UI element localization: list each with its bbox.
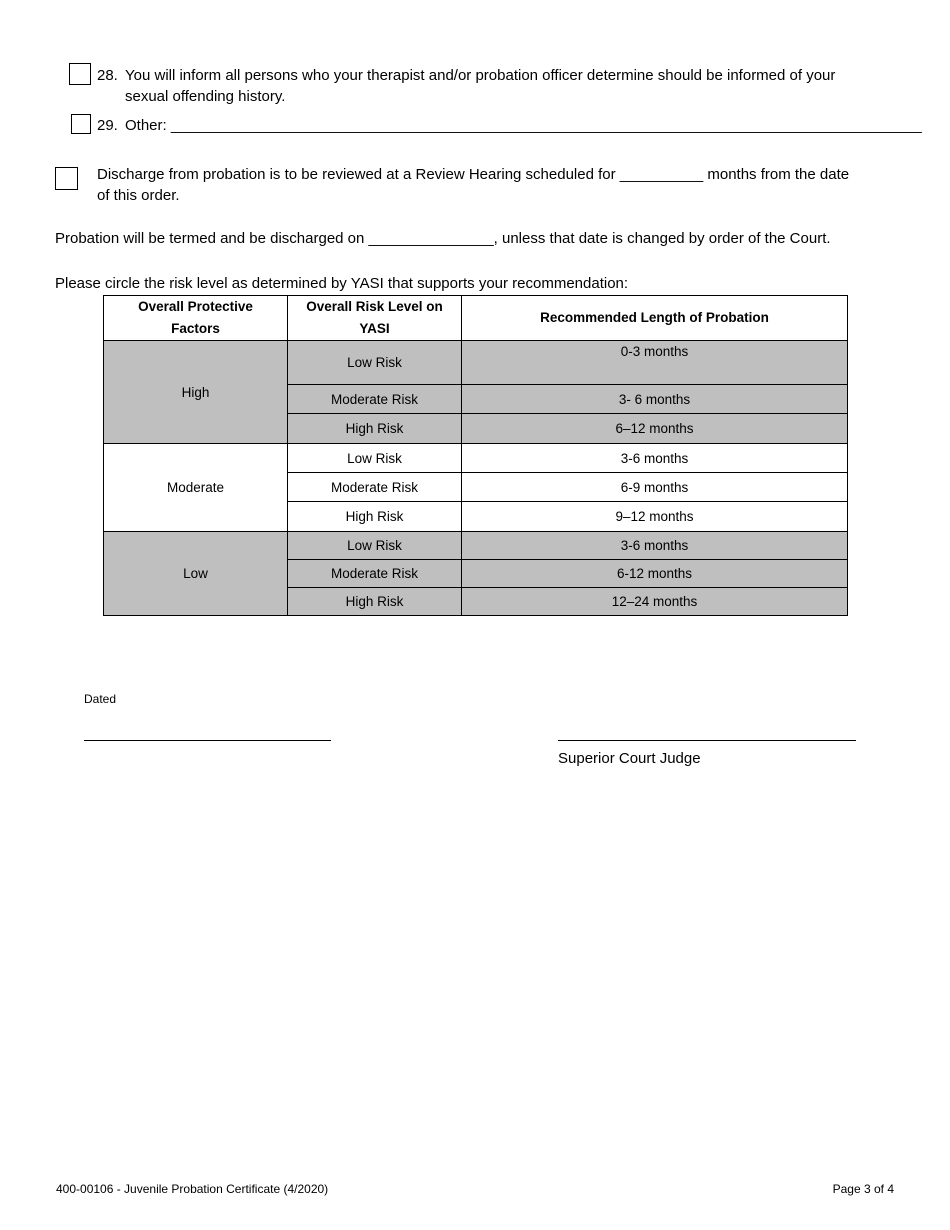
discharge-review-line2: of this order. [97, 187, 180, 204]
item-29-other-line: Other: __________________________________________________________________________________________ [125, 117, 922, 134]
length-cell: 3- 6 months [462, 385, 848, 414]
date-line[interactable] [84, 740, 331, 741]
dated-label: Dated [84, 692, 117, 706]
item-28-number: 28. [97, 67, 118, 84]
table-row [104, 341, 848, 385]
risk-level-cell[interactable]: High Risk [288, 502, 462, 532]
header-length: Recommended Length of Probation [462, 296, 848, 341]
yasi-instruction: Please circle the risk level as determined by YASI that supports your recommendation: [55, 275, 629, 292]
length-cell: 3-6 months [462, 444, 848, 473]
risk-level-cell[interactable]: Low Risk [288, 341, 462, 385]
item-28-text-line2: sexual offending history. [125, 88, 286, 105]
length-cell: 9–12 months [462, 502, 848, 532]
protective-factor-high: High [104, 341, 288, 444]
item-29-number: 29. [97, 117, 118, 134]
table-header-row [104, 296, 848, 341]
risk-level-cell[interactable]: Moderate Risk [288, 385, 462, 414]
header-protective-line1: Overall Protective [138, 299, 253, 314]
discharge-review-line1: Discharge from probation is to be reviewed at a Review Hearing scheduled for __________ months from the date [97, 166, 850, 183]
length-cell: 0-3 months [462, 341, 848, 385]
judge-label: Superior Court Judge [558, 750, 701, 767]
length-cell: 6-9 months [462, 473, 848, 502]
risk-level-cell[interactable]: Moderate Risk [288, 560, 462, 588]
item-28-checkbox[interactable] [69, 63, 91, 85]
risk-level-table [103, 295, 848, 616]
header-risk-level [288, 296, 462, 341]
length-cell: 6–12 months [462, 414, 848, 444]
protective-factor-low: Low [104, 532, 288, 616]
table-row [104, 532, 848, 560]
header-risk-line2: YASI [359, 321, 390, 336]
risk-level-cell[interactable]: Low Risk [288, 444, 462, 473]
length-cell: 3-6 months [462, 532, 848, 560]
footer-page-number: Page 3 of 4 [832, 1182, 894, 1196]
length-cell: 12–24 months [462, 588, 848, 616]
judge-signature-line[interactable] [558, 740, 856, 741]
header-risk-line1: Overall Risk Level on [306, 299, 443, 314]
header-protective-factors [104, 296, 288, 341]
footer-form-id: 400-00106 - Juvenile Probation Certificate (4/2020) [56, 1182, 329, 1196]
length-cell: 6-12 months [462, 560, 848, 588]
risk-level-cell[interactable]: Moderate Risk [288, 473, 462, 502]
termination-statement: Probation will be termed and be discharged on _______________, unless that date is changed by order of the Court. [55, 230, 831, 247]
item-29-checkbox[interactable] [71, 114, 91, 134]
item-28-text-line1: You will inform all persons who your therapist and/or probation officer determine should be informed of your [125, 67, 836, 84]
risk-level-cell[interactable]: High Risk [288, 414, 462, 444]
protective-factor-moderate: Moderate [104, 444, 288, 532]
risk-level-cell[interactable]: Low Risk [288, 532, 462, 560]
header-protective-line2: Factors [171, 321, 220, 336]
discharge-review-checkbox[interactable] [55, 167, 78, 190]
table-row [104, 444, 848, 473]
risk-level-cell[interactable]: High Risk [288, 588, 462, 616]
